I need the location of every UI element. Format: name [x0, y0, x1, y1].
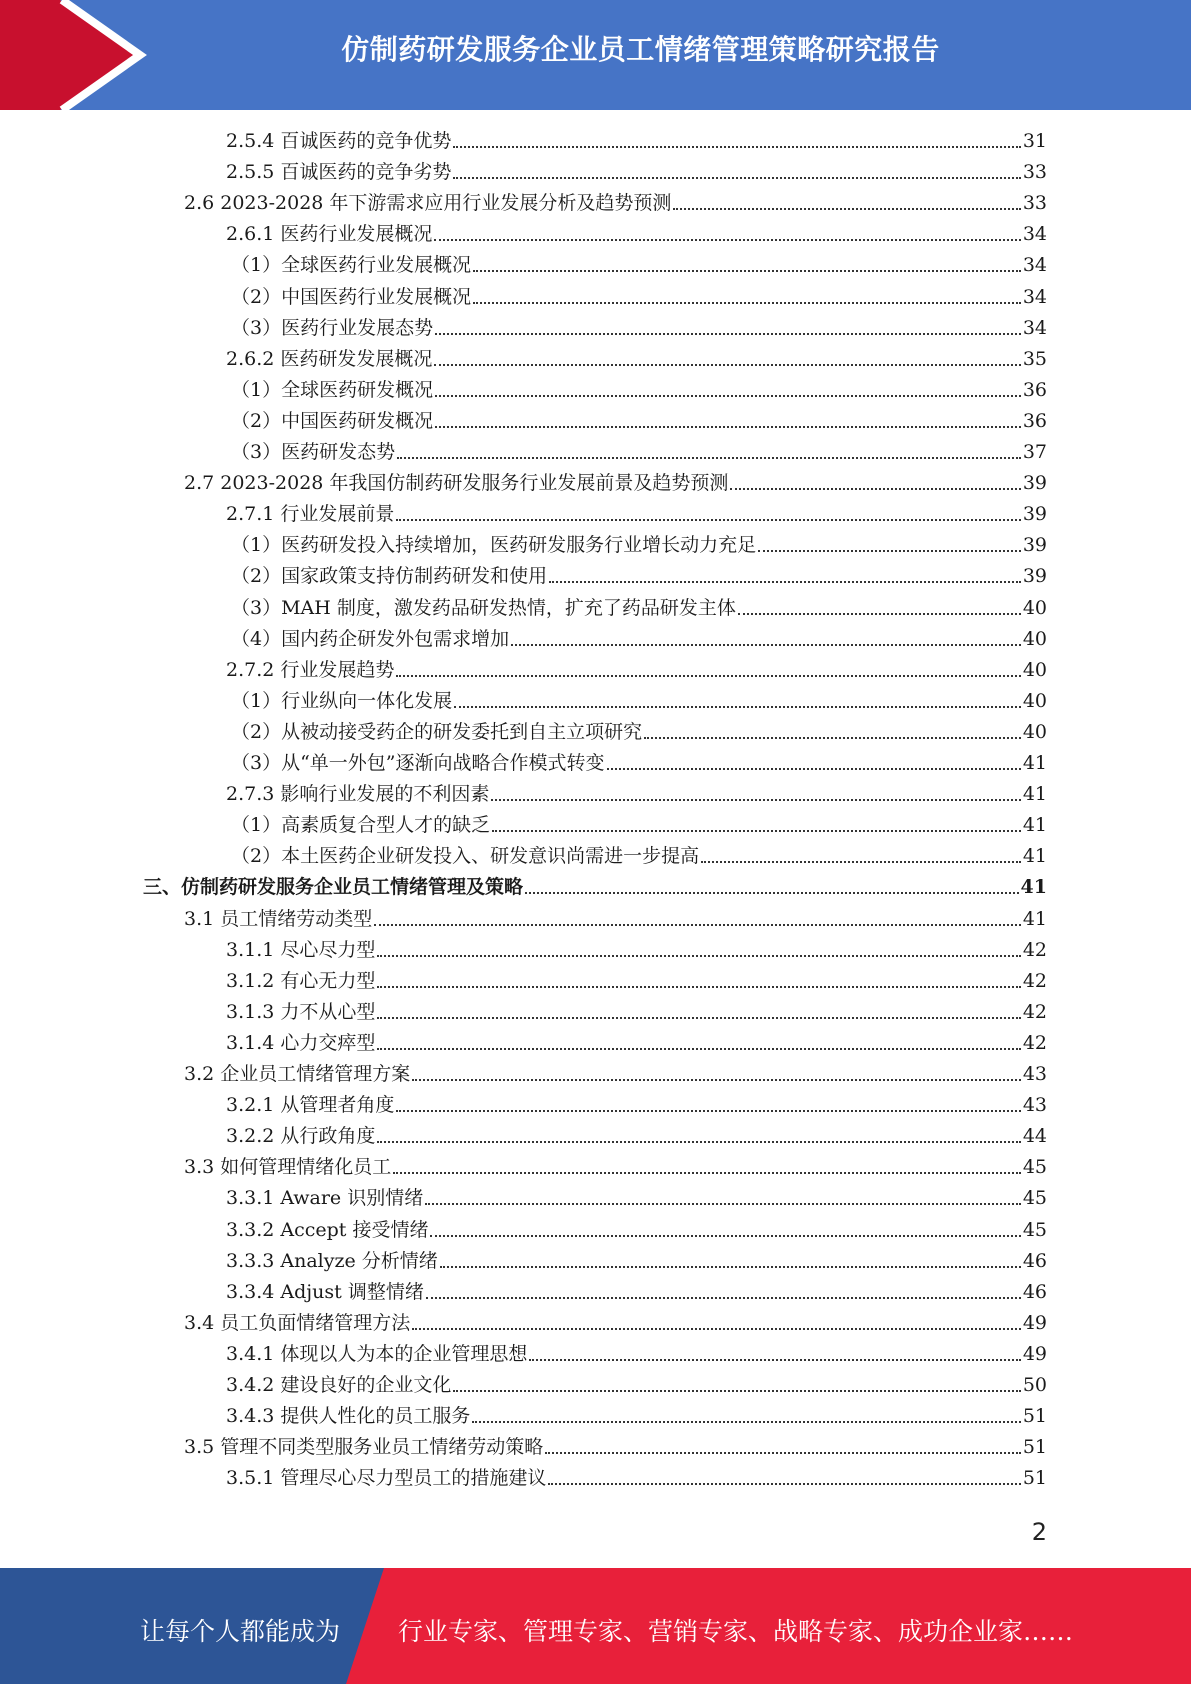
toc-entry-page: 40: [1022, 658, 1047, 681]
toc-dot-leader: [545, 1452, 1021, 1454]
toc-entry-title: 3.3 如何管理情绪化员工: [184, 1156, 392, 1179]
toc-entry-page: 37: [1022, 441, 1047, 463]
toc-entry-page: 42: [1022, 969, 1047, 992]
toc-entry-title: 3.1 员工情绪劳动类型: [184, 907, 373, 930]
toc-dot-leader: [491, 799, 1020, 801]
toc-dot-leader: [377, 986, 1020, 988]
toc-entry[interactable]: [184, 1309, 1047, 1337]
toc-entry-page: 51: [1022, 1436, 1047, 1459]
toc-entry-page: 44: [1022, 1125, 1047, 1148]
toc-entry[interactable]: [231, 811, 1047, 839]
toc-entry[interactable]: [231, 625, 1047, 653]
toc-entry-page: 43: [1022, 1094, 1047, 1117]
toc-entry[interactable]: [226, 1122, 1047, 1150]
toc-dot-leader: [434, 239, 1020, 241]
toc-entry-page: 33: [1022, 161, 1047, 184]
toc-entry[interactable]: [226, 998, 1047, 1026]
toc-entry[interactable]: [231, 314, 1047, 342]
toc-entry-page: 42: [1022, 1031, 1047, 1054]
toc-entry-title: （3）从“单一外包”逐渐向战略合作模式转变: [231, 752, 605, 774]
toc-entry-title: 3.1.3 力不从心型: [226, 1000, 376, 1023]
toc-dot-leader: [738, 613, 1021, 615]
toc-dot-leader: [440, 1266, 1021, 1268]
toc-entry-title: 3.4.1 体现以人为本的企业管理思想: [226, 1342, 528, 1365]
toc-entry-title: 2.5.5 百诚医药的竞争劣势: [226, 161, 452, 184]
toc-entry-page: 51: [1022, 1405, 1047, 1428]
toc-entry[interactable]: [231, 749, 1047, 777]
toc-dot-leader: [473, 302, 1021, 304]
toc-entry[interactable]: [231, 687, 1047, 715]
toc-entry[interactable]: [184, 189, 1047, 217]
toc-entry-page: 35: [1022, 347, 1047, 370]
toc-dot-leader: [758, 550, 1021, 552]
toc-entry-title: 3.5.1 管理尽心尽力型员工的措施建议: [226, 1467, 547, 1490]
toc-entry[interactable]: [231, 407, 1047, 435]
toc-dot-leader: [412, 1328, 1021, 1330]
toc-dot-leader: [397, 457, 1021, 459]
document-title: 仿制药研发服务企业员工情绪管理策略研究报告: [341, 33, 940, 66]
toc-dot-leader: [607, 768, 1021, 770]
toc-dot-leader: [435, 395, 1021, 397]
toc-entry[interactable]: [226, 220, 1047, 248]
toc-entry[interactable]: [226, 500, 1047, 528]
toc-entry-title: 3.2.2 从行政角度: [226, 1125, 376, 1148]
toc-entry[interactable]: [226, 936, 1047, 964]
toc-dot-leader: [644, 737, 1021, 739]
toc-dot-leader: [529, 1359, 1020, 1361]
toc-entry-page: 49: [1022, 1311, 1047, 1334]
toc-entry[interactable]: [184, 1153, 1047, 1181]
toc-entry-page: 51: [1022, 1467, 1047, 1490]
toc-entry[interactable]: [231, 718, 1047, 746]
toc-dot-leader: [374, 924, 1021, 926]
toc-entry-title: （3）医药行业发展态势: [231, 316, 434, 339]
toc-dot-leader: [430, 1235, 1020, 1237]
toc-entry-title: （2）中国医药行业发展概况: [231, 285, 472, 308]
toc-dot-leader: [377, 1141, 1020, 1143]
toc-dot-leader: [673, 208, 1020, 210]
toc-entry-page: 41: [1022, 845, 1047, 868]
toc-entry-title: 3.1.1 尽心尽力型: [226, 938, 376, 961]
toc-dot-leader: [412, 1079, 1021, 1081]
toc-entry-title: 3.2 企业员工情绪管理方案: [184, 1063, 411, 1085]
toc-entry-page: 31: [1022, 130, 1047, 152]
toc-dot-leader: [730, 488, 1020, 490]
toc-entry-page: 41: [1022, 783, 1047, 806]
toc-dot-leader: [548, 1483, 1020, 1485]
toc-entry[interactable]: [226, 1464, 1047, 1492]
toc-entry-page: 39: [1022, 534, 1047, 557]
toc-entry[interactable]: [231, 376, 1047, 404]
toc-dot-leader: [434, 364, 1020, 366]
toc-entry-page: 39: [1022, 472, 1047, 495]
toc-entry-title: 2.7.3 影响行业发展的不利因素: [226, 783, 490, 806]
toc-entry[interactable]: [226, 1278, 1047, 1306]
toc-entry[interactable]: [226, 1029, 1047, 1057]
toc-entry-page: 36: [1022, 378, 1047, 401]
toc-dot-leader: [396, 519, 1020, 521]
toc-entry-page: 36: [1022, 409, 1047, 432]
toc-entry-page: 41: [1022, 907, 1047, 930]
page-header: [0, 0, 1191, 110]
toc-entry[interactable]: [226, 345, 1047, 373]
toc-entry-page: 41: [1020, 876, 1047, 899]
toc-entry-title: 2.6 2023-2028 年下游需求应用行业发展分析及趋势预测: [184, 192, 672, 215]
toc-entry-title: 2.6.1 医药行业发展概况: [226, 223, 433, 246]
toc-entry-page: 50: [1022, 1374, 1047, 1396]
toc-entry-title: （1）全球医药研发概况: [231, 378, 434, 401]
toc-entry[interactable]: [231, 283, 1047, 311]
toc-entry-title: 3.1.2 有心无力型: [226, 969, 376, 992]
toc-entry-page: 34: [1022, 316, 1047, 339]
toc-entry[interactable]: [231, 562, 1047, 590]
toc-entry-title: （2）中国医药研发概况: [231, 409, 434, 432]
toc-entry-title: 3.4 员工负面情绪管理方法: [184, 1311, 411, 1334]
toc-dot-leader: [377, 955, 1020, 957]
toc-entry-title: 3.1.4 心力交瘁型: [226, 1031, 376, 1054]
toc-entry-title: 3.3.3 Analyze 分析情绪: [226, 1249, 438, 1272]
toc-entry[interactable]: [226, 1184, 1047, 1212]
toc-entry-title: （2）本土医药企业研发投入、研发意识尚需进一步提高: [231, 845, 700, 868]
toc-entry[interactable]: [226, 1247, 1047, 1275]
toc-entry[interactable]: [226, 1091, 1047, 1119]
toc-entry[interactable]: [226, 158, 1047, 186]
toc-entry-title: （3）医药研发态势: [231, 441, 396, 463]
toc-dot-leader: [549, 581, 1021, 583]
toc-entry-title: 2.7.1 行业发展前景: [226, 503, 395, 526]
toc-entry-page: 40: [1022, 720, 1047, 743]
toc-entry-page: 42: [1022, 1000, 1047, 1023]
toc-entry[interactable]: [226, 967, 1047, 995]
toc-entry[interactable]: [226, 780, 1047, 808]
toc-entry-page: 46: [1022, 1249, 1047, 1272]
toc-entry-title: 3.3.2 Accept 接受情绪: [226, 1218, 429, 1241]
toc-entry-title: 三、仿制药研发服务企业员工情绪管理及策略: [143, 876, 524, 899]
toc-dot-leader: [396, 1110, 1020, 1112]
toc-entry-title: 2.5.4 百诚医药的竞争优势: [226, 130, 452, 152]
toc-entry[interactable]: [226, 1402, 1047, 1430]
toc-entry-title: 3.4.3 提供人性化的员工服务: [226, 1405, 471, 1428]
toc-entry-page: 40: [1022, 596, 1047, 619]
toc-dot-leader: [453, 177, 1020, 179]
toc-entry[interactable]: [226, 1216, 1047, 1244]
toc-dot-leader: [453, 146, 1020, 148]
toc-dot-leader: [525, 892, 1019, 894]
toc-entry[interactable]: [184, 1433, 1047, 1461]
toc-entry-title: （1）高素质复合型人才的缺乏: [231, 814, 491, 837]
toc-entry-title: （2）从被动接受药企的研发委托到自主立项研究: [231, 720, 643, 743]
toc-dot-leader: [472, 1421, 1020, 1423]
toc-entry-page: 45: [1022, 1156, 1047, 1179]
toc-entry-page: 45: [1022, 1187, 1047, 1210]
toc-dot-leader: [453, 1390, 1020, 1392]
toc-entry-title: （2）国家政策支持仿制药研发和使用: [231, 565, 548, 588]
toc-dot-leader: [377, 1048, 1020, 1050]
toc-entry-page: 33: [1022, 192, 1047, 215]
toc-entry[interactable]: [226, 656, 1047, 684]
toc-entry-title: 3.3.4 Adjust 调整情绪: [226, 1280, 424, 1303]
toc-entry-title: （4）国内药企研发外包需求增加: [231, 627, 510, 650]
toc-entry-page: 39: [1022, 503, 1047, 526]
toc-entry-page: 40: [1022, 627, 1047, 650]
toc-dot-leader: [435, 426, 1021, 428]
toc-entry-page: 43: [1022, 1063, 1047, 1085]
toc-entry[interactable]: [226, 1340, 1047, 1368]
toc-entry-page: 45: [1022, 1218, 1047, 1241]
toc-entry[interactable]: [231, 531, 1047, 559]
toc-entry-page: 34: [1022, 285, 1047, 308]
toc-entry-title: 2.7.2 行业发展趋势: [226, 658, 395, 681]
toc-entry-title: 3.4.2 建设良好的企业文化: [226, 1374, 452, 1396]
toc-dot-leader: [425, 1203, 1021, 1205]
toc-entry-title: （1）行业纵向一体化发展: [231, 689, 453, 712]
toc-entry-page: 42: [1022, 938, 1047, 961]
toc-entry[interactable]: [184, 469, 1047, 497]
toc-dot-leader: [492, 830, 1021, 832]
toc-entry[interactable]: [231, 251, 1047, 279]
toc-entry-page: 41: [1022, 752, 1047, 774]
toc-dot-leader: [393, 1172, 1021, 1174]
toc-entry[interactable]: [226, 1371, 1047, 1399]
toc-entry-title: （1）全球医药行业发展概况: [231, 254, 472, 277]
page-number: 2: [1031, 1518, 1047, 1546]
toc-entry-page: 34: [1022, 223, 1047, 246]
toc-dot-leader: [511, 644, 1021, 646]
toc-entry[interactable]: [226, 127, 1047, 155]
toc-dot-leader: [701, 861, 1021, 863]
toc-entry-title: 3.3.1 Aware 识别情绪: [226, 1187, 424, 1210]
toc-dot-leader: [377, 1017, 1020, 1019]
toc-entry-page: 34: [1022, 254, 1047, 277]
toc-entry-title: 3.2.1 从管理者角度: [226, 1094, 395, 1117]
toc-entry-title: （1）医药研发投入持续增加，医药研发服务行业增长动力充足: [231, 534, 757, 557]
toc-dot-leader: [435, 333, 1021, 335]
toc-entry[interactable]: [143, 873, 1047, 901]
toc-dot-leader: [454, 706, 1021, 708]
toc-entry[interactable]: [184, 1060, 1047, 1088]
toc-entry-title: （3）MAH 制度，激发药品研发热情，扩充了药品研发主体: [231, 596, 736, 619]
footer-expert-list: 行业专家、管理专家、营销专家、战略专家、成功企业家……: [398, 1617, 1074, 1646]
toc-entry[interactable]: [231, 438, 1047, 466]
toc-entry-page: 41: [1022, 814, 1047, 837]
toc-entry-page: 40: [1022, 689, 1047, 712]
toc-dot-leader: [396, 675, 1020, 677]
footer-slogan: 让每个人都能成为: [140, 1617, 341, 1646]
toc-entry-title: 2.7 2023-2028 年我国仿制药研发服务行业发展前景及趋势预测: [184, 472, 729, 495]
toc-entry-page: 39: [1022, 565, 1047, 588]
toc-dot-leader: [426, 1297, 1021, 1299]
toc-entry[interactable]: [231, 842, 1047, 870]
toc-entry-page: 49: [1022, 1342, 1047, 1365]
toc-entry-title: 2.6.2 医药研发发展概况: [226, 347, 433, 370]
page-footer: [0, 1568, 1191, 1684]
toc-entry-title: 3.5 管理不同类型服务业员工情绪劳动策略: [184, 1436, 544, 1459]
toc-entry-page: 46: [1022, 1280, 1047, 1303]
toc-dot-leader: [473, 270, 1021, 272]
toc-entry[interactable]: [231, 594, 1047, 622]
toc-entry[interactable]: [184, 905, 1047, 933]
